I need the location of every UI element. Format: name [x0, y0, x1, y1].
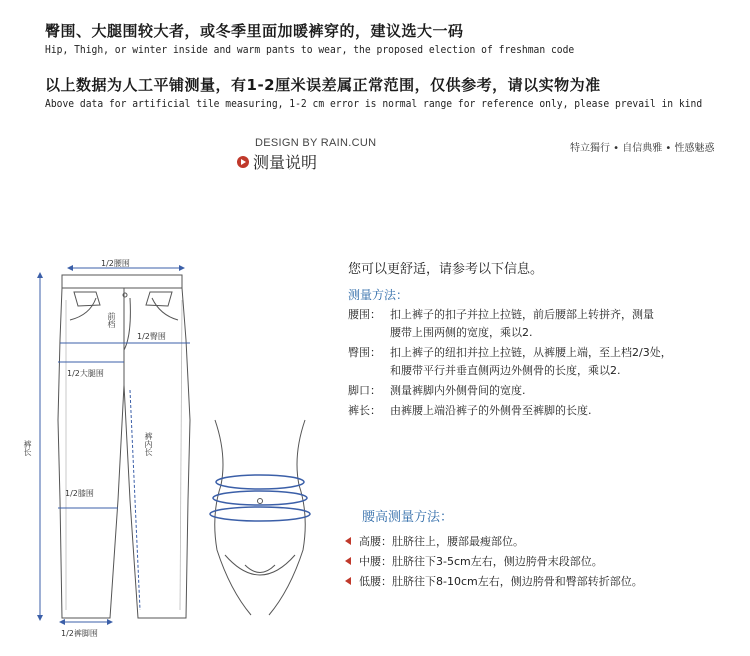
list-item	[345, 551, 643, 571]
item-label: 腰围：	[348, 308, 381, 321]
header-note-cn-2: 以上数据为人工平铺测量，有1-2厘米误差属正常范围，仅供参考，请以实物为准	[45, 76, 601, 94]
waist-height-list	[345, 531, 643, 591]
play-circle-icon	[237, 156, 249, 168]
item-text: 测量裤脚内外侧骨间的宽度.	[390, 384, 526, 397]
section-title: 测量说明	[253, 153, 318, 172]
item-text: 扣上裤子的扣子并拉上拉链，前后腰部上转拼齐，测量	[390, 308, 654, 321]
instructions-intro: 您可以更舒适，请参考以下信息。	[348, 262, 544, 277]
list-item	[348, 402, 738, 420]
front-rise-label: 前档	[107, 312, 116, 328]
list-item	[348, 306, 738, 342]
triangle-left-icon	[345, 537, 351, 545]
waist-label: 1/2腰围	[101, 259, 130, 268]
list-item	[348, 382, 738, 400]
list-item	[345, 531, 643, 551]
item-text: 腰带上围两侧的宽度，乘以2.	[390, 326, 533, 339]
header-note-en-1: Hip, Thigh, or winter inside and warm pants to wear, the proposed election of freshman code	[45, 44, 575, 56]
pants-diagram	[0, 240, 230, 656]
list-item	[345, 571, 643, 591]
item-label: 裤长：	[348, 404, 381, 417]
item-text: 由裤腰上端沿裤子的外侧骨至裤脚的长度.	[390, 404, 592, 417]
item-text: 和腰带平行并垂直侧两边外侧骨的长度，乘以2.	[390, 364, 621, 377]
inseam-label: 裤内长	[144, 432, 153, 456]
hem-label: 1/2裤脚围	[61, 629, 98, 638]
item-text: 扣上裤子的纽扣并拉上拉链，从裤腰上端，至上档2/3处，	[390, 346, 672, 359]
header-note-en-2: Above data for artificial tile measuring, 1-2 cm error is normal range for reference only, please prevail in kind	[45, 98, 703, 110]
instruction-list	[348, 306, 738, 420]
item-label: 脚口：	[348, 384, 381, 397]
method-title: 测量方法：	[348, 288, 409, 302]
design-credit: DESIGN BY RAIN.CUN	[255, 137, 377, 149]
waist-height-title: 腰高测量方法：	[362, 510, 454, 525]
length-label: 裤长	[23, 440, 32, 456]
header-note-cn-1: 臀围、大腿围较大者，或冬季里面加暖裤穿的，建议选大一码	[45, 22, 464, 40]
triangle-left-icon	[345, 577, 351, 585]
thigh-label: 1/2大腿围	[67, 369, 104, 378]
hip-label: 1/2臀围	[137, 332, 166, 341]
list-item	[348, 344, 738, 380]
section-heading	[237, 150, 317, 173]
triangle-left-icon	[345, 557, 351, 565]
waist-high-text: 高腰：肚脐往上，腰部最瘦部位。	[359, 535, 524, 548]
brand-slogan: 特立獨行 • 自信典雅 • 性感魅惑	[570, 143, 715, 154]
torso-diagram	[205, 415, 335, 620]
waist-low-text: 低腰：肚脐往下8-10cm左右，侧边胯骨和臀部转折部位。	[359, 575, 643, 588]
item-label: 臀围：	[348, 346, 381, 359]
knee-label: 1/2膝围	[65, 489, 94, 498]
waist-mid-text: 中腰：肚脐往下3-5cm左右，侧边胯骨末段部位。	[359, 555, 603, 568]
